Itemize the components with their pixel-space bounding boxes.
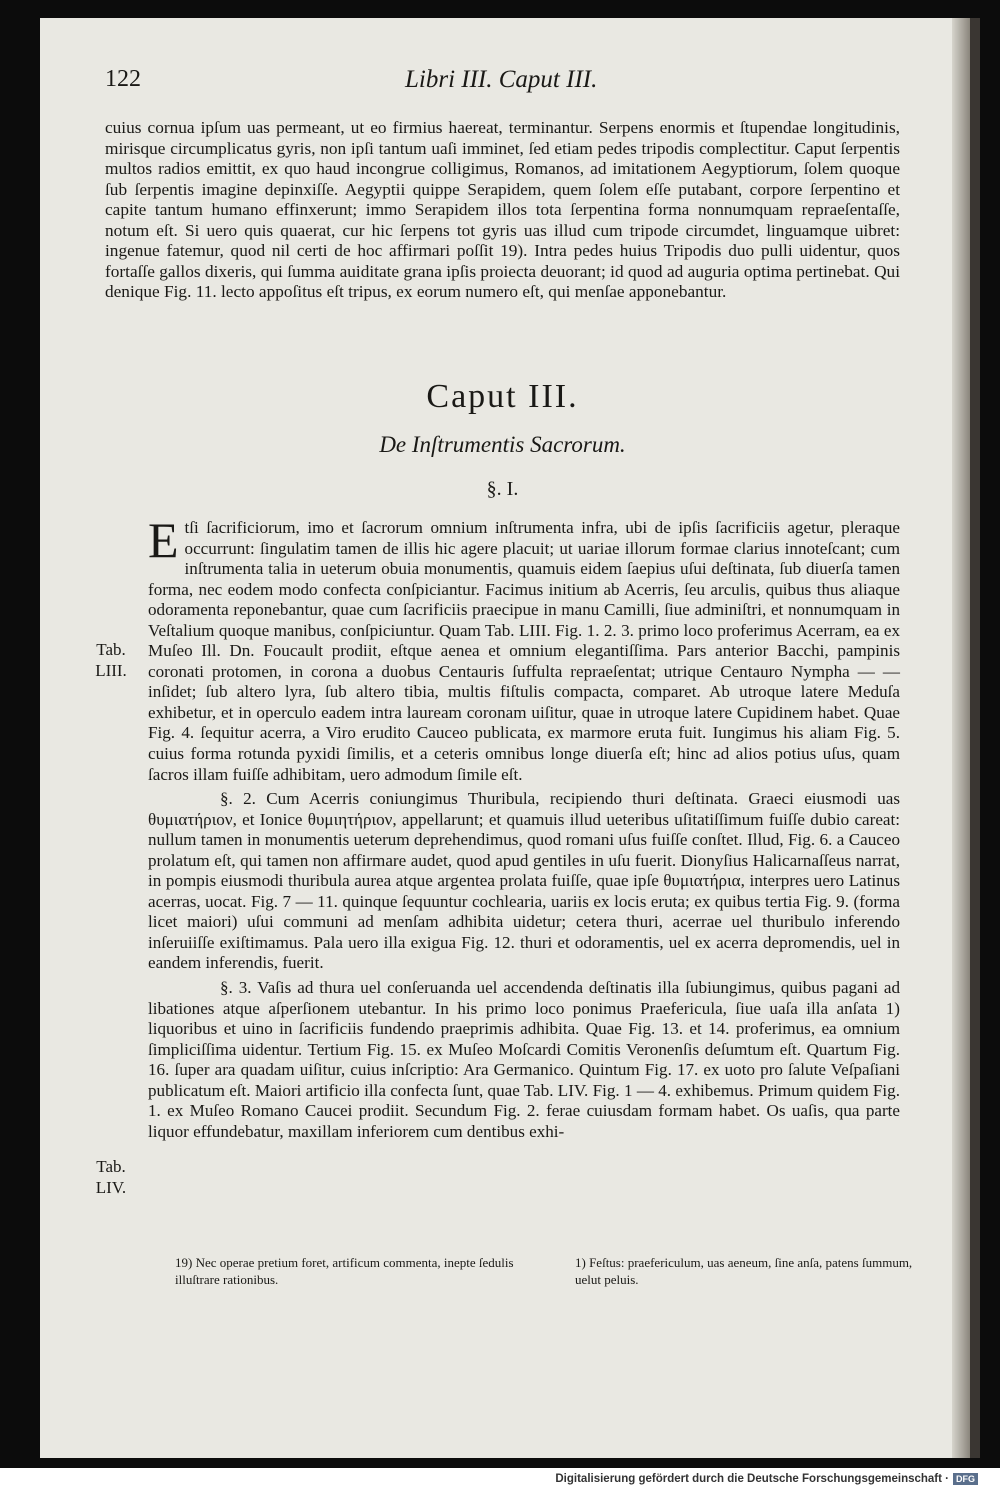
running-head <box>105 66 665 102</box>
margin-note-label: Tab. <box>96 640 126 659</box>
main-text <box>148 512 900 1142</box>
running-title: Libri III. Caput III. <box>405 66 598 93</box>
continuation-text: cuius cornua ipſum uas permeant, ut eo firmius haereat, terminantur. Serpens enormis et ſtupendae longitudinis, mirisque circumplicatus gyris, non ipſi tantum uaſi imminet, ſed etiam pedes tripodis complectitur. Caput ſerpentis multos radios emittit, ex quo haud incongrue colligimus, Romanos, ad imitationem Aegyptiorum, ſolem quoque ſub ſerpentis imagine depinxiſſe. Aegyptii quippe Serapidem, quem ſolem eſſe putabant, corpore ſerpentino et capite tantum humano effinxerunt; immo Serapidem illos tota ſerpentina forma nonnumquam repraeſentaſſe, notum eſt. Si uero quis quaerat, cur hic ſerpens tot gyris uas illud cum tripode circumdet, linguamque uibret: ingenue fatemur, quod nil certi de hoc affirmari poſſit 19). Intra pedes huius Tripodis duo pulli uidentur, quos fortaſſe gallos dixeris, qui ſumma auiditate grana ipſis proiecta deuorant; id quod ad auguria optima pertinebat. Qui denique Fig. 11. lecto appoſitus eſt tripus, ex eorum numero eſt, qui menſae apponebantur. <box>105 118 900 301</box>
dfg-logo: DFG <box>953 1473 978 1485</box>
section-mark: §. I. <box>486 478 519 500</box>
drop-cap: E <box>148 512 179 568</box>
margin-note-tab-liv <box>88 1157 134 1198</box>
margin-note-label: Tab. <box>96 1157 126 1176</box>
book-spine-shadow <box>952 18 970 1458</box>
section-1-text: tſi ſacrificiorum, imo et ſacrorum omnium inſtrumenta infra, ubi de ipſis ſacrificiis agetur, pleraque occurrunt: ſingulatim tamen de illis hic agere placuit; ut uariae illorum formae clarius innoteſcant; cum inſtrumenta talia in ueterum obuia monumentis, quamuis eidem ſaepius uſui deſtinata, ſub diuerſa tamen forma, nec eodem modo confecta conſpiciantur. Facimus initium ab Acerris, ſeu arculis, quibus thus aliaque odoramenta reponebantur, quae cum ſacrificiis praecipue in manu Camilli, ſiue adminiſtri, et nonnumquam in Veſtalium quoque manibus, conſpiciuntur. Quam Tab. LIII. Fig. 1. 2. 3. primo loco proferimus Acerram, ea ex Muſeo Ill. Dn. Foucault prodiit, eſtque aenea et omnium elegantiſſima. Pars anterior Bacchi, pampinis coronati protomen, in corona a duobus Centauris ſuffulta repraeſentat; utrique Centauro Nympha — — inſidet; ſub altero lyra, ſub altero tibia, multis fiſtulis compacta, comparet. Ab utroque latere Meduſa exhibetur, et in operculo eadem intra lauream coronam uiſitur, quae in utroque latere Cupidinem habet. Quae Fig. 4. ſequitur acerra, a Viro erudito Cauceo publicata, ex marmore eruta fuit. Iungimus his aliam Fig. 5. cuius forma rotunda pyxidi ſimilis, et a ceteris omnibus longe diuerſa eſt; hinc ad alios potius uſus, quam ſacros illam fuiſſe adhibitam, uero admodum ſimile eſt. <box>148 518 900 784</box>
margin-note-tab-liii <box>88 640 134 681</box>
digitization-credit <box>555 1473 978 1485</box>
footnote-19: 19) Nec operae pretium foret, artificum commenta, inepte ſedulis illuſtrare rationibus. <box>175 1255 514 1287</box>
continuation-paragraph <box>105 118 900 303</box>
chapter-title: Caput III. <box>426 378 579 415</box>
section-2: §. 2. Cum Acerris coniungimus Thuribula, recipiendo thuri deſtinata. Graeci eiusmodi uas θυμιατήριον, et Ionice θυμιητήριον, appellarunt; et quamuis illud ueteribus uſitatiſſimum fuiſſe dubio careat: nullum tamen in monumentis ueterum deprehendimus, quod romani uſus fuiſſe conſtet. Illud, Fig. 6. a Cauceo prolatum eſt, qui tamen non affirmare audet, quod apud gentiles in uſu fuerit. Dionyſius Halicarnaſſeus narrat, in pompis eiusmodi thuribula aurea atque argentea prolata fuiſſe, quae ipſe θυμιατήρια, interpres uero Latinus acerras, uocat. Fig. 7 — 11. quinque ſequuntur cochlearia, uariis ex locis eruta; ex quibus tertia Fig. 9. (forma licet maiori) uſui communi ad menſam adhibita uidetur; cetera thuri, acerrae uel thuribulo inferendo inſeruiiſſe exiſtimamus. Pala uero illa exigua Fig. 12. thuri et odoramentis, uel ex acerra depromendis, uel in eandem inferendis, fuerit. <box>148 789 900 973</box>
chapter-subtitle: De Inſtrumentis Sacrorum. <box>379 432 626 457</box>
margin-note-number: LIV. <box>95 1177 127 1197</box>
section-3: §. 3. Vaſis ad thura uel conſeruanda uel accendenda deſtinatis illa ſubiungimus, quibus pagani ad libationes atque aſperſionem utebantur. In his primo loco ponimus Praefericula, ſiue uaſa illa anſata 1) liquoribus et uino in ſacrificiis fundendo praeprimis adhibita. Quae Fig. 13. et 14. proferimus, ea omnium ſimpliciſſima uidentur. Tertium Fig. 15. ex Muſeo Moſcardi Comitis Veronenſis deſumtum eſt. Quartum Fig. 16. ſuper ara quadam uiſitur, cuius inſcriptio: Ara Germanico. Quintum Fig. 17. ex uoto pro ſalute Veſpaſiani publicatum eſt. Maiori artificio illa confecta ſunt, quae Tab. LIV. Fig. 1 — 4. exhibemus. Primum quidem Fig. 1. ex Muſeo Romano Caucei prodiit. Secundum Fig. 2. ferae cuiusdam formam habet. Os uaſis, qua parte liquor effundebatur, maxillam inferiorem cum dentibus exhi- <box>148 978 900 1141</box>
margin-note-number: LIII. <box>95 660 127 680</box>
section-1 <box>148 512 900 785</box>
page-number: 122 <box>105 66 141 92</box>
digitization-credit-text: Digitalisierung gefördert durch die Deutsche Forschungsgemeinschaft · <box>555 1473 949 1486</box>
footnote-1: 1) Feſtus: praefericulum, uas aeneum, ſine anſa, patens ſummum, uelut peluis. <box>575 1255 913 1287</box>
